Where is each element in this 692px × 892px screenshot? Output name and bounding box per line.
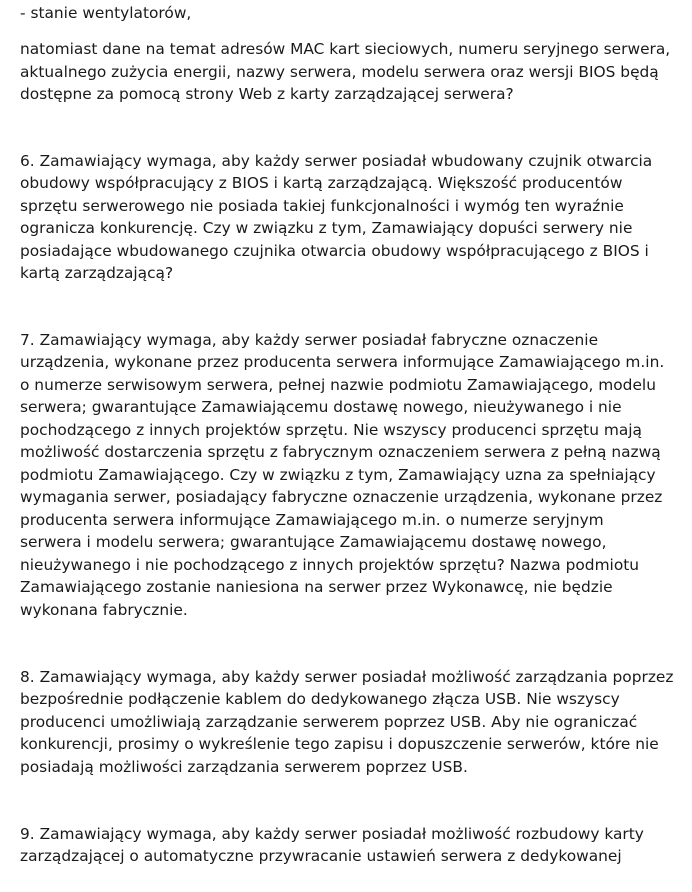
text-line: kartą zarządzającą? — [20, 264, 174, 282]
text-line: aktualnego zużycia energii, nazwy serwera, modelu serwera oraz wersji BIOS będą — [20, 63, 659, 81]
text-line: producenta serwera informujące Zamawiającego m.in. o numerze seryjnym — [20, 511, 604, 529]
text-line: możliwość dostarczenia sprzętu z fabrycznym oznaczeniem serwera z pełną nazwą — [20, 443, 661, 461]
text-line: - stanie wentylatorów, — [20, 4, 192, 22]
text-line: 7. Zamawiający wymaga, aby każdy serwer posiadał fabryczne oznaczenie — [20, 331, 599, 349]
text-line: natomiast dane na temat adresów MAC kart sieciowych, numeru seryjnego serwera, — [20, 40, 671, 58]
text-line: nieużywanego i nie pochodzącego z innych projektów sprzętu? Nazwa podmiotu — [20, 556, 640, 574]
text-line: producenci umożliwiają zarządzanie serwerem poprzez USB. Aby nie ograniczać — [20, 713, 638, 731]
text-line: dostępne za pomocą strony Web z karty zarządzającej serwera? — [20, 85, 514, 103]
text-line: o numerze serwisowym serwera, pełnej nazwie podmiotu Zamawiającego, modelu — [20, 376, 656, 394]
text-line: wykonana fabrycznie. — [20, 601, 188, 619]
text-line: obudowy współpracujący z BIOS i kartą zarządzającą. Większość producentów — [20, 174, 623, 192]
text-line: serwera; gwarantujące Zamawiającemu dostawę nowego, nieużywanego i nie — [20, 398, 622, 416]
text-line: 8. Zamawiający wymaga, aby każdy serwer posiadał możliwość zarządzania poprzez — [20, 668, 674, 686]
text-line: pochodzącego z innych projektów sprzętu. Nie wszyscy producenci sprzętu mają — [20, 421, 642, 439]
text-line: wymagania serwer, posiadający fabryczne oznaczenie urządzenia, wykonane przez — [20, 488, 663, 506]
text-line: 9. Zamawiający wymaga, aby każdy serwer posiadał możliwość rozbudowy karty — [20, 825, 644, 843]
text-line: ogranicza konkurencję. Czy w związku z tym, Zamawiający dopuści serwery nie — [20, 219, 633, 237]
text-line: posiadają możliwości zarządzania serwerem poprzez USB. — [20, 758, 468, 776]
text-line: Zamawiającego zostanie naniesiona na serwer przez Wykonawcę, nie będzie — [20, 578, 613, 596]
text-line: serwera i modelu serwera; gwarantujące Zamawiającemu dostawę nowego, — [20, 533, 607, 551]
text-line: zarządzającej o automatyczne przywracanie ustawień serwera z dedykowanej — [20, 847, 622, 865]
text-line: sprzętu serwerowego nie posiada takiej funkcjonalności i wymóg ten wyraźnie — [20, 197, 624, 215]
text-line: posiadające wbudowanego czujnika otwarcia obudowy współpracującego z BIOS i — [20, 242, 649, 260]
text-line: bezpośrednie podłączenie kablem do dedykowanego złącza USB. Nie wszyscy — [20, 690, 620, 708]
text-line: konkurencji, prosimy o wykreślenie tego zapisu i dopuszczenie serwerów, które nie — [20, 735, 659, 753]
text-line: podmiotu Zamawiającego. Czy w związku z tym, Zamawiający uzna za spełniający — [20, 466, 656, 484]
text-line: 6. Zamawiający wymaga, aby każdy serwer posiadał wbudowany czujnik otwarcia — [20, 152, 653, 170]
text-line: urządzenia, wykonane przez producenta serwera informujące Zamawiającego m.in. — [20, 353, 665, 371]
